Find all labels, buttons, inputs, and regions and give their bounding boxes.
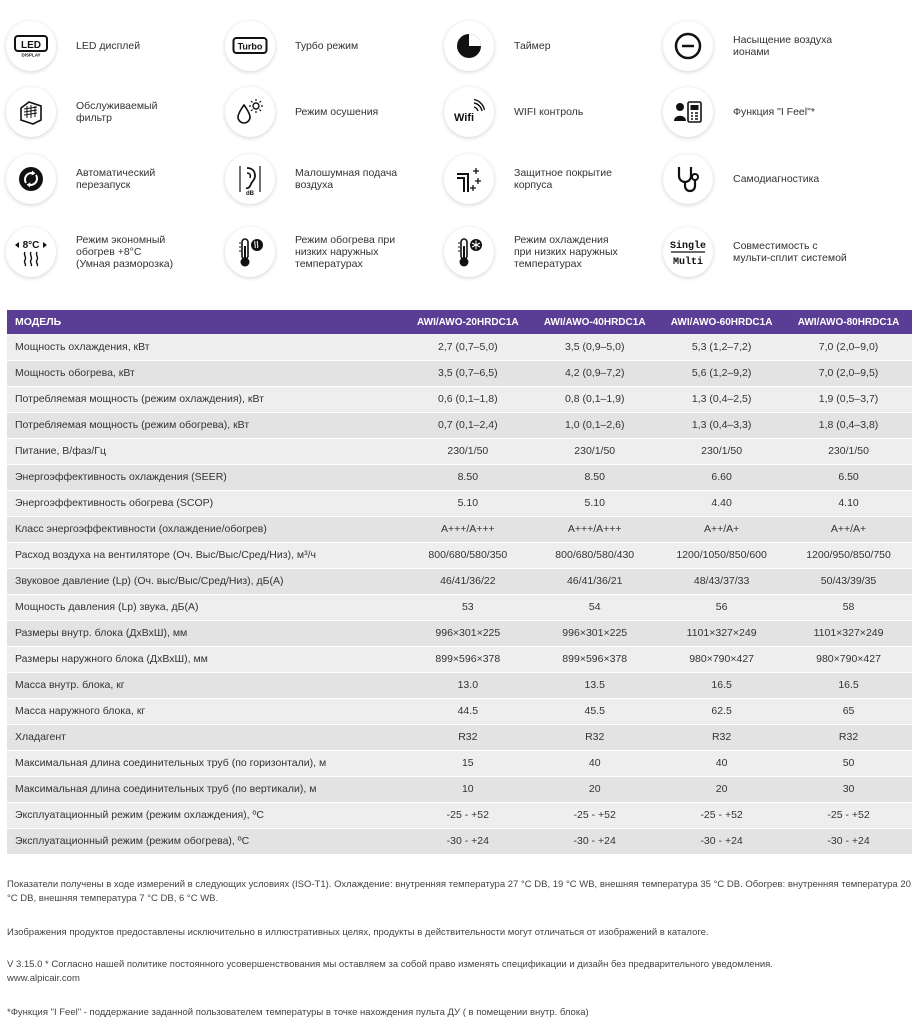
feature-i-feel (663, 84, 873, 140)
row-value: 5.10 (404, 490, 531, 516)
feature-label: Режим охлаждения при низких наружных температурах (514, 234, 618, 270)
table-header-row (7, 310, 912, 334)
feature-label: Защитное покрытие корпуса (514, 167, 612, 191)
feature-timer (444, 18, 654, 74)
row-value: R32 (658, 724, 785, 750)
row-value: R32 (785, 724, 912, 750)
row-value: 53 (404, 594, 531, 620)
note-illustrative-images: Изображения продуктов предоставлены исключительно в иллюстративных целях, продукты в действительности могут отличаться от изображений в каталоге. (7, 927, 709, 938)
row-value: -30 - +24 (404, 828, 531, 854)
row-value: -25 - +52 (785, 802, 912, 828)
row-parameter: Размеры наружного блока (ДхВхШ), мм (7, 646, 404, 672)
row-value: 4.10 (785, 490, 912, 516)
header-model-20: AWI/AWO-20HRDC1A (404, 310, 531, 334)
row-value: 1200/1050/850/600 (658, 542, 785, 568)
row-value: 8.50 (531, 464, 658, 490)
led-icon-subtext: DISPLAY (21, 52, 41, 58)
table-row (7, 464, 912, 490)
row-value: 5,6 (1,2–9,2) (658, 360, 785, 386)
led-display-icon (6, 21, 56, 71)
feature-dry-mode (225, 84, 435, 140)
row-parameter: Мощность давления (Lp) звука, дБ(А) (7, 594, 404, 620)
feature-label: Режим обогрева при низких наружных температурах (295, 234, 396, 270)
row-value: 0,6 (0,1–1,8) (404, 386, 531, 412)
single-icon-text: Single (669, 241, 707, 252)
row-value: 45.5 (531, 698, 658, 724)
row-value: A+++/A+++ (404, 516, 531, 542)
feature-label: WIFI контроль (514, 106, 584, 118)
row-value: 56 (658, 594, 785, 620)
row-value: 980×790×427 (785, 646, 912, 672)
feature-label: Автоматический перезапуск (76, 167, 156, 191)
row-value: 46/41/36/21 (531, 568, 658, 594)
row-value: 800/680/580/430 (531, 542, 658, 568)
dry-mode-icon (225, 87, 275, 137)
table-row (7, 776, 912, 802)
table-row (7, 620, 912, 646)
row-value: 996×301×225 (404, 620, 531, 646)
table-row (7, 360, 912, 386)
row-value: 1,9 (0,5–3,7) (785, 386, 912, 412)
row-parameter: Мощность охлаждения, кВт (7, 334, 404, 360)
row-value: A++/A+ (785, 516, 912, 542)
header-model-80: AWI/AWO-80HRDC1A (785, 310, 912, 334)
multi-icon-text: Multi (672, 257, 704, 268)
row-value: 5,3 (1,2–7,2) (658, 334, 785, 360)
row-value: 20 (658, 776, 785, 802)
feature-wifi (444, 84, 654, 140)
row-value: -25 - +52 (658, 802, 785, 828)
wifi-icon-text: Wifi (454, 112, 475, 124)
feature-label: Самодиагностика (733, 173, 820, 185)
row-value: 65 (785, 698, 912, 724)
row-value: 3,5 (0,9–5,0) (531, 334, 658, 360)
row-value: 46/41/36/22 (404, 568, 531, 594)
row-value: -25 - +52 (404, 802, 531, 828)
row-parameter: Потребляемая мощность (режим охлаждения), кВт (7, 386, 404, 412)
protective-coating-icon (444, 154, 494, 204)
row-parameter: Потребляемая мощность (режим обогрева), кВт (7, 412, 404, 438)
row-value: 0,8 (0,1–1,9) (531, 386, 658, 412)
table-row (7, 802, 912, 828)
multi-split-icon (663, 227, 713, 277)
row-value: 8.50 (404, 464, 531, 490)
header-model-60: AWI/AWO-60HRDC1A (658, 310, 785, 334)
row-value: 4.40 (658, 490, 785, 516)
row-value: 48/43/37/33 (658, 568, 785, 594)
row-value: 1,3 (0,4–2,5) (658, 386, 785, 412)
row-parameter: Хладагент (7, 724, 404, 750)
row-value: 3,5 (0,7–6,5) (404, 360, 531, 386)
table-row (7, 542, 912, 568)
economy-heating-icon (6, 227, 56, 277)
row-value: 62.5 (658, 698, 785, 724)
feature-led-display (6, 18, 216, 74)
row-value: 1,0 (0,1–2,6) (531, 412, 658, 438)
feature-label: Режим экономный обогрев +8°C (Умная разморозка) (76, 234, 174, 270)
table-row (7, 646, 912, 672)
note-measurement-conditions: Показатели получены в ходе измерений в следующих условиях (ISO-T1). Охлаждение: внутренняя температура 27 °C DB, 19 °C WB, внешняя температура 35 °C DB. Обогрев: внутренняя температура 20 °C DB, внешняя температура 7 °C DB, 6 °C WB. (7, 879, 911, 904)
note-i-feel: *Функция "I Feel" - поддержание заданной пользователем температуры в точке нахождения пульта ДУ ( в помещении внутр. блока) (7, 1007, 589, 1018)
row-parameter: Масса внутр. блока, кг (7, 672, 404, 698)
table-row (7, 568, 912, 594)
timer-icon (444, 21, 494, 71)
row-value: R32 (531, 724, 658, 750)
feature-label: Насыщение воздуха ионами (733, 34, 833, 58)
economy-icon-text: 8°C (22, 240, 40, 251)
row-value: 16.5 (658, 672, 785, 698)
db-icon-text: dB (246, 191, 254, 196)
row-value: 30 (785, 776, 912, 802)
row-value: 16.5 (785, 672, 912, 698)
feature-label: Таймер (514, 40, 551, 52)
filter-icon (6, 87, 56, 137)
feature-label: Совместимость с мульти-сплит системой (733, 240, 847, 264)
feature-low-temp-heating (225, 224, 435, 280)
row-parameter: Питание, В/фаз/Гц (7, 438, 404, 464)
row-value: A+++/A+++ (531, 516, 658, 542)
row-value: 1,8 (0,4–3,8) (785, 412, 912, 438)
ionizer-icon (663, 21, 713, 71)
row-parameter: Масса наружного блока, кг (7, 698, 404, 724)
feature-label: Турбо режим (295, 40, 359, 52)
feature-label: Функция "I Feel"* (733, 106, 815, 118)
feature-label: Обслуживаемый фильтр (76, 100, 158, 124)
row-parameter: Размеры внутр. блока (ДхВхШ), мм (7, 620, 404, 646)
row-parameter: Расход воздуха на вентиляторе (Оч. Выс/Выс/Сред/Низ), м³/ч (7, 542, 404, 568)
row-value: 0,7 (0,1–2,4) (404, 412, 531, 438)
row-parameter: Максимальная длина соединительных труб (по горизонтали), м (7, 750, 404, 776)
header-model: МОДЕЛЬ (7, 310, 404, 334)
row-value: 230/1/50 (404, 438, 531, 464)
i-feel-icon (663, 87, 713, 137)
row-value: 40 (658, 750, 785, 776)
row-value: -30 - +24 (658, 828, 785, 854)
table-row (7, 750, 912, 776)
feature-label: Режим осушения (295, 106, 379, 118)
row-parameter: Мощность обогрева, кВт (7, 360, 404, 386)
row-value: A++/A+ (658, 516, 785, 542)
self-diagnosis-icon (663, 154, 713, 204)
header-model-40: AWI/AWO-40HRDC1A (531, 310, 658, 334)
row-value: 899×596×378 (531, 646, 658, 672)
wifi-icon (444, 87, 494, 137)
table-row (7, 490, 912, 516)
table-row (7, 516, 912, 542)
feature-label: LED дисплей (76, 40, 141, 52)
table-row (7, 698, 912, 724)
feature-multi-split (663, 224, 873, 280)
row-parameter: Максимальная длина соединительных труб (по вертикали), м (7, 776, 404, 802)
row-value: R32 (404, 724, 531, 750)
feature-filter (6, 84, 216, 140)
row-value: 15 (404, 750, 531, 776)
feature-turbo (225, 18, 435, 74)
row-value: 10 (404, 776, 531, 802)
row-parameter: Эксплуатационный режим (режим охлаждения), ºС (7, 802, 404, 828)
row-value: 13.0 (404, 672, 531, 698)
feature-low-temp-cooling (444, 224, 654, 280)
feature-economy-heating (6, 224, 216, 280)
row-value: 1101×327×249 (658, 620, 785, 646)
row-value: 50 (785, 750, 912, 776)
table-row (7, 386, 912, 412)
specs-table (7, 310, 912, 855)
feature-quiet-airflow (225, 151, 435, 207)
table-row (7, 828, 912, 854)
table-row (7, 594, 912, 620)
auto-restart-icon (6, 154, 56, 204)
table-row (7, 334, 912, 360)
feature-self-diagnosis (663, 151, 873, 207)
table-row (7, 724, 912, 750)
quiet-airflow-icon (225, 154, 275, 204)
row-value: 1,3 (0,4–3,3) (658, 412, 785, 438)
row-value: 230/1/50 (785, 438, 912, 464)
row-value: 6.60 (658, 464, 785, 490)
row-parameter: Энергоэффективность охлаждения (SEER) (7, 464, 404, 490)
led-icon-text: LED (21, 40, 41, 51)
row-value: 44.5 (404, 698, 531, 724)
row-value: 899×596×378 (404, 646, 531, 672)
row-value: 7,0 (2,0–9,5) (785, 360, 912, 386)
low-temp-heating-icon (225, 227, 275, 277)
row-parameter: Звуковое давление (Lp) (Оч. выс/Выс/Сред/Низ), дБ(А) (7, 568, 404, 594)
feature-ionizer (663, 18, 873, 74)
turbo-icon (225, 21, 275, 71)
row-value: 4,2 (0,9–7,2) (531, 360, 658, 386)
row-parameter: Класс энергоэффективности (охлаждение/обогрев) (7, 516, 404, 542)
row-value: 6.50 (785, 464, 912, 490)
row-value: -30 - +24 (785, 828, 912, 854)
feature-auto-restart (6, 151, 216, 207)
row-value: 1101×327×249 (785, 620, 912, 646)
row-value: 7,0 (2,0–9,0) (785, 334, 912, 360)
row-value: 58 (785, 594, 912, 620)
table-row (7, 438, 912, 464)
row-value: 20 (531, 776, 658, 802)
row-value: 40 (531, 750, 658, 776)
low-temp-cooling-icon (444, 227, 494, 277)
table-row (7, 412, 912, 438)
specs-table-wrap (7, 310, 912, 855)
row-value: 800/680/580/350 (404, 542, 531, 568)
row-value: 980×790×427 (658, 646, 785, 672)
row-value: 13.5 (531, 672, 658, 698)
row-value: 50/43/39/35 (785, 568, 912, 594)
turbo-icon-text: Turbo (237, 41, 263, 52)
row-value: 230/1/50 (531, 438, 658, 464)
feature-label: Малошумная подача воздуха (295, 167, 398, 191)
row-parameter: Эксплуатационный режим (режим обогрева), ºС (7, 828, 404, 854)
row-value: 5.10 (531, 490, 658, 516)
row-value: 1200/950/850/750 (785, 542, 912, 568)
row-parameter: Энергоэффективность обогрева (SCOP) (7, 490, 404, 516)
table-row (7, 672, 912, 698)
row-value: 996×301×225 (531, 620, 658, 646)
row-value: -25 - +52 (531, 802, 658, 828)
row-value: 2,7 (0,7–5,0) (404, 334, 531, 360)
row-value: 54 (531, 594, 658, 620)
note-version-policy: V 3.15.0 * Согласно нашей политике постоянного усовершенствования мы оставляем за собой право изменять спецификации и дизайн без предварительного уведомления. www.alpicair.com (7, 959, 773, 984)
row-value: -30 - +24 (531, 828, 658, 854)
row-value: 230/1/50 (658, 438, 785, 464)
feature-protective-coating (444, 151, 654, 207)
